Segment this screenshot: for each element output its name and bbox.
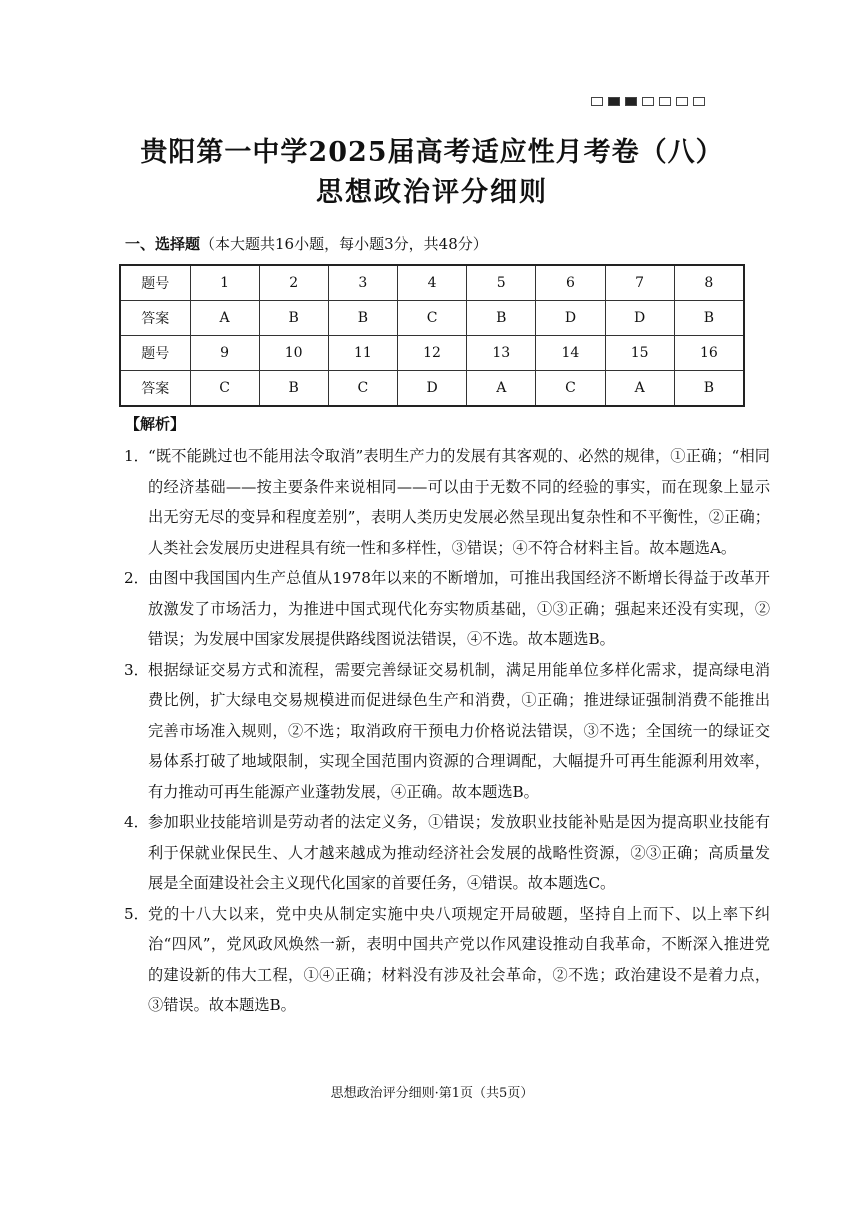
table-cell: 15: [605, 336, 674, 371]
table-row-header: 题号: [120, 265, 190, 301]
analysis-heading: 【解析】: [125, 415, 186, 433]
table-cell: D: [605, 301, 674, 336]
table-cell: B: [259, 301, 328, 336]
table-cell: 2: [259, 265, 328, 301]
table-cell: 5: [467, 265, 536, 301]
list-item: [0, 563, 770, 655]
marker-square-filled: [608, 97, 620, 106]
list-item: [0, 441, 770, 563]
list-item: [0, 807, 770, 899]
table-cell: 14: [536, 336, 605, 371]
table-cell: 9: [190, 336, 259, 371]
item-text: 由图中我国国内生产总值从1978年以来的不断增加，可推出我国经济不断增长得益于改革开放激发了市场活力，为推进中国式现代化夯实物质基础，①③正确；强起来还没有实现，②错误；为发展中国家发展提供路线图说法错误，④不选。故本题选B。: [148, 569, 770, 648]
table-cell: 1: [190, 265, 259, 301]
item-number: 3．: [124, 660, 149, 679]
marker-square: [642, 97, 654, 106]
table-cell: 16: [674, 336, 744, 371]
item-number: 1．: [124, 447, 149, 465]
table-cell: B: [674, 371, 744, 407]
table-cell: 7: [605, 265, 674, 301]
marker-square: [676, 97, 688, 106]
table-cell: 6: [536, 265, 605, 301]
table-row-header: 答案: [120, 301, 190, 336]
table-row-header: 题号: [120, 336, 190, 371]
table-cell: A: [467, 371, 536, 407]
table-cell: C: [536, 371, 605, 407]
table-cell: 4: [397, 265, 466, 301]
table-cell: B: [467, 301, 536, 336]
section-note: （本大题共16小题，每小题3分，共48分）: [200, 235, 488, 253]
analysis-list: [0, 441, 864, 1021]
table-cell: C: [328, 371, 397, 407]
table-cell: 8: [674, 265, 744, 301]
item-text: 党的十八大以来，党中央从制定实施中央八项规定开局破题，坚持自上而下、以上率下纠治“四风”，党风政风焕然一新，表明中国共产党以作风建设推动自我革命，不断深入推进党的建设新的伟大工程，①④正确；材料没有涉及社会革命，②不选；政治建设不是着力点，③错误。故本题选B。: [148, 904, 770, 1014]
table-cell: C: [190, 371, 259, 407]
list-item: [0, 655, 770, 808]
answer-table: [119, 264, 745, 407]
table-row: [120, 371, 744, 407]
table-cell: 3: [328, 265, 397, 301]
table-row-header: 答案: [120, 371, 190, 407]
item-text: 根据绿证交易方式和流程，需要完善绿证交易机制，满足用能单位多样化需求，提高绿电消费比例，扩大绿电交易规模进而促进绿色生产和消费，①正确；推进绿证强制消费不能推出完善市场准入规则，②不选；取消政府干预电力价格说法错误，③不选；全国统一的绿证交易体系打破了地域限制，实现全国范围内资源的合理调配，大幅提升可再生能源利用效率，有力推动可再生能源产业蓬勃发展，④正确。故本题选B。: [148, 660, 770, 801]
marker-square: [659, 97, 671, 106]
list-item: [0, 899, 770, 1021]
item-number: 4．: [124, 813, 149, 831]
table-cell: C: [397, 301, 466, 336]
table-cell: B: [674, 301, 744, 336]
table-cell: A: [190, 301, 259, 336]
table-cell: B: [328, 301, 397, 336]
item-number: 5．: [124, 904, 149, 923]
page-marker-squares: [591, 97, 705, 106]
table-cell: D: [536, 301, 605, 336]
item-number: 2．: [124, 569, 149, 587]
item-text: 参加职业技能培训是劳动者的法定义务，①错误；发放职业技能补贴是因为提高职业技能有利于保就业保民生、人才越来越成为推动经济社会发展的战略性资源，②③正确；高质量发展是全面建设社会主义现代化国家的首要任务，④错误。故本题选C。: [148, 813, 770, 892]
table-cell: B: [259, 371, 328, 407]
section-label: 一、选择题: [125, 235, 201, 253]
table-cell: D: [397, 371, 466, 407]
table-cell: A: [605, 371, 674, 407]
table-row: [120, 336, 744, 371]
section-heading: [125, 233, 488, 254]
item-text: “既不能跳过也不能用法令取消”表明生产力的发展有其客观的、必然的规律，①正确；“相同的经济基础——按主要条件来说相同——可以由于无数不同的经验的事实，而在现象上显示出无穷无尽的变异和程度差别”，表明人类历史发展必然呈现出复杂性和不平衡性，②正确；人类社会发展历史进程具有统一性和多样性，③错误；④不符合材料主旨。故本题选A。: [148, 447, 770, 557]
table-cell: 11: [328, 336, 397, 371]
marker-square: [693, 97, 705, 106]
table-cell: 13: [467, 336, 536, 371]
table-row: [120, 265, 744, 301]
document-title: 贵阳第一中学2025届高考适应性月考卷（八）: [140, 137, 724, 168]
document-subtitle: 思想政治评分细则: [316, 177, 548, 208]
page-footer: 思想政治评分细则·第1页（共5页）: [330, 1086, 534, 1101]
table-row: [120, 301, 744, 336]
marker-square-filled: [625, 97, 637, 106]
table-cell: 12: [397, 336, 466, 371]
table-cell: 10: [259, 336, 328, 371]
marker-square: [591, 97, 603, 106]
